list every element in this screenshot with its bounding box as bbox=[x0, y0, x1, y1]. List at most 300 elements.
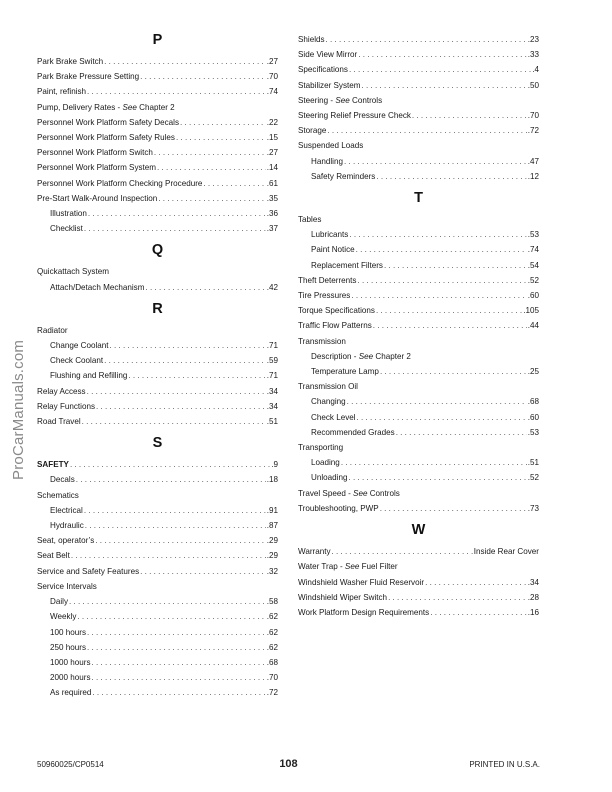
entry-label bbox=[298, 501, 379, 516]
entry-label bbox=[50, 206, 87, 221]
entry-label bbox=[298, 32, 325, 47]
index-entry[interactable] bbox=[298, 154, 539, 169]
index-entry bbox=[37, 323, 278, 338]
index-entry[interactable] bbox=[37, 548, 278, 563]
see-reference: See bbox=[122, 102, 137, 112]
page-reference[interactable]: .52 bbox=[527, 473, 539, 483]
entry-label bbox=[311, 242, 355, 257]
entry-label-text: As required bbox=[50, 688, 92, 698]
entry-label bbox=[37, 115, 179, 130]
leader-dots bbox=[77, 609, 265, 624]
page-reference[interactable]: .23 bbox=[527, 35, 539, 44]
page-reference[interactable]: .74 bbox=[527, 245, 539, 255]
page-reference[interactable]: .33 bbox=[527, 50, 539, 60]
entry-label-text: Check Coolant bbox=[50, 356, 104, 366]
see-target[interactable]: Chapter 2 bbox=[136, 102, 175, 112]
page-reference[interactable]: .34 bbox=[527, 577, 539, 587]
page-reference[interactable]: .44 bbox=[527, 321, 539, 331]
entry-label-text: Tire Pressures bbox=[298, 291, 351, 301]
entry-label bbox=[50, 221, 83, 236]
entry-label-text: Lubricants bbox=[311, 230, 349, 240]
index-entry[interactable] bbox=[298, 590, 539, 605]
entry-label-text: Pre-Start Walk-Around Inspection bbox=[37, 193, 158, 203]
leader-dots bbox=[357, 273, 526, 288]
index-entry[interactable] bbox=[37, 130, 278, 145]
page-reference[interactable]: .29 bbox=[266, 551, 278, 561]
page-reference[interactable]: .91 bbox=[266, 505, 278, 515]
index-entry[interactable] bbox=[37, 457, 278, 472]
page-reference[interactable]: .70 bbox=[527, 111, 539, 121]
index-entry[interactable] bbox=[37, 54, 278, 69]
entry-label bbox=[50, 353, 103, 368]
page-reference[interactable]: .50 bbox=[527, 80, 539, 90]
entry-label bbox=[298, 288, 350, 303]
index-entry[interactable] bbox=[298, 318, 539, 333]
entry-label bbox=[37, 69, 139, 84]
leader-dots bbox=[203, 176, 265, 191]
index-entry[interactable] bbox=[37, 564, 278, 579]
page-reference[interactable]: .34 bbox=[266, 401, 278, 411]
document-number: 50960025/CP0514 bbox=[37, 760, 104, 769]
page-reference[interactable]: .105 bbox=[523, 306, 539, 316]
leader-dots bbox=[85, 518, 266, 533]
leader-dots bbox=[356, 242, 527, 257]
entry-label bbox=[311, 364, 379, 379]
leader-dots bbox=[96, 399, 266, 414]
entry-label bbox=[50, 670, 91, 685]
leader-dots bbox=[104, 54, 266, 69]
leader-dots bbox=[128, 368, 265, 383]
entry-label bbox=[37, 264, 109, 279]
entry-label bbox=[311, 394, 346, 409]
entry-label bbox=[311, 227, 348, 242]
leader-dots bbox=[349, 227, 526, 242]
page-reference[interactable]: .60 bbox=[527, 291, 539, 301]
entry-label bbox=[298, 575, 424, 590]
entry-label-text: Loading bbox=[311, 458, 340, 468]
leader-dots bbox=[140, 564, 266, 579]
leader-dots bbox=[358, 47, 527, 62]
page-reference[interactable]: .32 bbox=[266, 566, 278, 576]
index-entry[interactable] bbox=[298, 273, 539, 288]
page-reference[interactable]: .60 bbox=[527, 412, 539, 422]
entry-label bbox=[298, 47, 357, 62]
index-entry bbox=[298, 379, 539, 394]
page-reference[interactable]: .58 bbox=[266, 597, 278, 607]
entry-label-text: Relay Access bbox=[37, 386, 86, 396]
leader-dots bbox=[69, 594, 266, 609]
see-target[interactable]: Controls bbox=[349, 95, 383, 105]
leader-dots bbox=[110, 338, 266, 353]
index-entry[interactable] bbox=[298, 455, 539, 470]
index-entry[interactable] bbox=[298, 169, 539, 184]
entry-label-text: Park Brake Switch bbox=[37, 57, 104, 66]
page-reference[interactable]: .51 bbox=[527, 458, 539, 468]
index-entry[interactable] bbox=[37, 353, 278, 368]
entry-label bbox=[50, 640, 86, 655]
index-entry[interactable] bbox=[37, 472, 278, 487]
leader-dots bbox=[92, 655, 266, 670]
index-entry[interactable] bbox=[37, 368, 278, 383]
entry-label-text: Transporting bbox=[298, 443, 344, 453]
index-entry[interactable] bbox=[298, 410, 539, 425]
page-reference[interactable]: .73 bbox=[527, 503, 539, 513]
entry-label bbox=[298, 486, 400, 501]
leader-dots bbox=[87, 384, 266, 399]
entry-label bbox=[311, 169, 375, 184]
page-reference[interactable]: .72 bbox=[266, 688, 278, 698]
page-reference[interactable]: .87 bbox=[266, 521, 278, 531]
index-entry[interactable] bbox=[37, 176, 278, 191]
page-reference[interactable]: .29 bbox=[266, 536, 278, 546]
page-reference[interactable]: .54 bbox=[527, 260, 539, 270]
leader-dots bbox=[327, 123, 526, 138]
index-entry[interactable] bbox=[37, 655, 278, 670]
watermark: ProCarManuals.com bbox=[10, 339, 27, 480]
index-entry[interactable] bbox=[298, 62, 539, 77]
page-reference[interactable]: .52 bbox=[527, 275, 539, 285]
page-reference[interactable]: .9 bbox=[271, 460, 278, 470]
entry-label-text: Park Brake Pressure Setting bbox=[37, 72, 140, 82]
page-reference[interactable]: .62 bbox=[266, 642, 278, 652]
entry-label-text: Seat, operator’s bbox=[37, 536, 95, 546]
page-reference[interactable]: .61 bbox=[266, 178, 278, 188]
page-reference[interactable]: .35 bbox=[266, 193, 278, 203]
index-entry[interactable] bbox=[37, 414, 278, 429]
leader-dots bbox=[180, 115, 266, 130]
entry-label-text: Water Trap - bbox=[298, 562, 345, 572]
entry-label-text: Pump, Delivery Rates - bbox=[37, 102, 123, 112]
entry-label bbox=[50, 280, 144, 295]
leader-dots bbox=[430, 605, 527, 620]
entry-label-text: Replacement Filters bbox=[311, 260, 383, 270]
leader-dots bbox=[344, 154, 527, 169]
page-reference[interactable]: .34 bbox=[266, 386, 278, 396]
entry-label bbox=[311, 455, 340, 470]
see-reference: See bbox=[344, 562, 360, 572]
page-reference[interactable]: .47 bbox=[527, 156, 539, 166]
index-entry[interactable] bbox=[37, 670, 278, 685]
page-reference[interactable]: .28 bbox=[527, 592, 539, 602]
page-reference[interactable]: .18 bbox=[266, 475, 278, 485]
index-entry[interactable] bbox=[298, 32, 539, 47]
entry-label-text: Personnel Work Platform Checking Procedure bbox=[37, 178, 203, 188]
leader-dots bbox=[84, 221, 266, 236]
index-entry[interactable] bbox=[37, 69, 278, 84]
entry-label-text: Flushing and Refilling bbox=[50, 371, 128, 381]
index-entry[interactable] bbox=[37, 221, 278, 236]
entry-label bbox=[37, 414, 81, 429]
page-reference[interactable]: .42 bbox=[266, 282, 278, 292]
index-entry[interactable] bbox=[298, 425, 539, 440]
page-reference[interactable]: .62 bbox=[266, 612, 278, 622]
entry-label bbox=[37, 399, 95, 414]
entry-label-text: Illustration bbox=[50, 209, 87, 219]
entry-label-text: Transmission Oil bbox=[298, 382, 358, 392]
index-entry[interactable] bbox=[37, 640, 278, 655]
entry-label-text: Change Coolant bbox=[50, 341, 109, 351]
page-reference[interactable]: .53 bbox=[527, 230, 539, 240]
index-entry[interactable] bbox=[37, 685, 278, 700]
leader-dots bbox=[380, 501, 527, 516]
index-entry[interactable] bbox=[37, 191, 278, 206]
entry-label-text: Road Travel bbox=[37, 417, 81, 427]
index-entry[interactable] bbox=[37, 338, 278, 353]
page-reference[interactable]: .53 bbox=[527, 427, 539, 437]
entry-label-text: Windshield Washer Fluid Reservoir bbox=[298, 577, 425, 587]
index-entry[interactable] bbox=[37, 145, 278, 160]
index-entry bbox=[298, 212, 539, 227]
entry-label-text: Steering Relief Pressure Check bbox=[298, 111, 411, 121]
entry-label-text: Service and Safety Features bbox=[37, 566, 140, 576]
page-reference[interactable]: .72 bbox=[527, 126, 539, 136]
printed-notice: PRINTED IN U.S.A. bbox=[469, 760, 540, 769]
page-reference[interactable]: .25 bbox=[527, 367, 539, 377]
page-reference[interactable]: .71 bbox=[266, 341, 278, 351]
entry-label-text: Paint Notice bbox=[311, 245, 355, 255]
section-letter-t: T bbox=[414, 190, 423, 207]
index-entry bbox=[298, 486, 539, 501]
index-entry[interactable] bbox=[298, 575, 539, 590]
entry-label bbox=[50, 625, 86, 640]
entry-label bbox=[298, 559, 398, 574]
leader-dots bbox=[82, 414, 266, 429]
entry-label bbox=[37, 533, 94, 548]
entry-label bbox=[298, 379, 358, 394]
entry-label-text: Attach/Detach Mechanism bbox=[50, 282, 145, 292]
leader-dots bbox=[157, 160, 266, 175]
index-entry bbox=[37, 264, 278, 279]
index-entry[interactable] bbox=[298, 394, 539, 409]
entry-label bbox=[311, 425, 395, 440]
entry-label-text: Personnel Work Platform System bbox=[37, 163, 157, 173]
entry-label bbox=[298, 138, 363, 153]
entry-label bbox=[37, 100, 175, 115]
entry-label bbox=[298, 440, 343, 455]
page-reference[interactable]: .15 bbox=[266, 133, 278, 143]
page-reference[interactable]: .62 bbox=[266, 627, 278, 637]
leader-dots bbox=[351, 288, 526, 303]
entry-label-text: Seat Belt bbox=[37, 551, 70, 561]
see-target[interactable]: Chapter 2 bbox=[373, 351, 411, 361]
entry-label-text: Temperature Lamp bbox=[311, 367, 379, 377]
index-entry bbox=[37, 100, 278, 115]
entry-label bbox=[311, 470, 347, 485]
page-reference[interactable]: .16 bbox=[527, 607, 539, 617]
page-reference[interactable]: .59 bbox=[266, 356, 278, 366]
page-reference[interactable]: .22 bbox=[266, 117, 278, 127]
leader-dots bbox=[373, 318, 527, 333]
index-entry[interactable] bbox=[298, 605, 539, 620]
index-entry bbox=[298, 138, 539, 153]
index-entry bbox=[298, 349, 539, 364]
entry-label bbox=[311, 154, 343, 169]
see-target[interactable]: Controls bbox=[367, 488, 400, 498]
page-reference[interactable]: Inside Rear Cover bbox=[473, 547, 539, 557]
entry-label bbox=[298, 544, 331, 559]
entry-label-text: SAFETY bbox=[37, 460, 69, 470]
leader-dots bbox=[357, 410, 527, 425]
entry-label-text: Travel Speed - bbox=[298, 488, 354, 498]
leader-dots bbox=[348, 470, 526, 485]
index-entry[interactable] bbox=[37, 160, 278, 175]
leader-dots bbox=[92, 685, 265, 700]
index-entry[interactable] bbox=[298, 258, 539, 273]
index-entry[interactable] bbox=[298, 364, 539, 379]
index-entry[interactable] bbox=[298, 288, 539, 303]
index-entry bbox=[298, 334, 539, 349]
entry-label bbox=[37, 176, 202, 191]
leader-dots bbox=[87, 625, 266, 640]
page-reference[interactable]: .71 bbox=[266, 371, 278, 381]
entry-label bbox=[37, 130, 175, 145]
index-entry[interactable] bbox=[37, 84, 278, 99]
index-entry bbox=[37, 488, 278, 503]
entry-label-text: Personnel Work Platform Safety Rules bbox=[37, 133, 175, 143]
page-reference[interactable]: .36 bbox=[266, 209, 278, 219]
entry-label bbox=[37, 84, 86, 99]
index-entry[interactable] bbox=[37, 399, 278, 414]
index-entry bbox=[298, 440, 539, 455]
entry-label bbox=[37, 191, 157, 206]
index-entry[interactable] bbox=[37, 206, 278, 221]
page-reference[interactable]: .70 bbox=[266, 72, 278, 82]
index-entry[interactable] bbox=[298, 47, 539, 62]
entry-label-text: 2000 hours bbox=[50, 673, 91, 683]
page-reference[interactable]: .37 bbox=[266, 224, 278, 234]
index-entry[interactable] bbox=[37, 625, 278, 640]
entry-label bbox=[37, 145, 153, 160]
page-reference[interactable]: .4 bbox=[532, 65, 539, 75]
index-column-left bbox=[37, 32, 278, 701]
index-entry[interactable] bbox=[298, 78, 539, 93]
entry-label-text: Relay Functions bbox=[37, 401, 96, 411]
index-entry bbox=[298, 559, 539, 574]
index-entry[interactable] bbox=[37, 384, 278, 399]
section-letter-w: W bbox=[411, 522, 426, 539]
entry-label bbox=[311, 349, 411, 364]
leader-dots bbox=[376, 303, 522, 318]
entry-label-text: Paint, refinish bbox=[37, 87, 87, 97]
section-letter-p: P bbox=[152, 32, 163, 48]
leader-dots bbox=[84, 503, 266, 518]
entry-label bbox=[311, 258, 383, 273]
page-reference[interactable]: .70 bbox=[266, 673, 278, 683]
index-column-right bbox=[298, 32, 539, 620]
entry-label bbox=[50, 609, 76, 624]
leader-dots bbox=[145, 280, 265, 295]
index-entry[interactable] bbox=[298, 227, 539, 242]
page-reference[interactable]: .51 bbox=[266, 417, 278, 427]
entry-label bbox=[298, 303, 375, 318]
entry-label bbox=[50, 655, 91, 670]
page-reference[interactable]: .68 bbox=[266, 657, 278, 667]
entry-label bbox=[298, 108, 411, 123]
entry-label bbox=[37, 54, 103, 69]
index-entry bbox=[37, 579, 278, 594]
entry-label bbox=[37, 488, 79, 503]
entry-label-text: Electrical bbox=[50, 505, 83, 515]
index-entry[interactable] bbox=[298, 242, 539, 257]
leader-dots bbox=[376, 169, 526, 184]
entry-label-text: Checklist bbox=[50, 224, 83, 234]
entry-label bbox=[50, 685, 91, 700]
entry-label-text: Work Platform Design Requirements bbox=[298, 607, 430, 617]
index-entry[interactable] bbox=[298, 108, 539, 123]
entry-label-text: Description - bbox=[311, 351, 359, 361]
entry-label-text: Stabilizer System bbox=[298, 80, 361, 90]
entry-label-text: Weekly bbox=[50, 612, 77, 622]
entry-label-text: Theft Deterrents bbox=[298, 275, 357, 285]
index-entry[interactable] bbox=[37, 518, 278, 533]
entry-label bbox=[298, 334, 346, 349]
entry-label-text: Hydraulic bbox=[50, 521, 84, 531]
see-reference: See bbox=[358, 351, 374, 361]
page-reference[interactable]: .74 bbox=[266, 87, 278, 97]
entry-label-text: Personnel Work Platform Safety Decals bbox=[37, 117, 179, 127]
entry-label-text: Changing bbox=[311, 397, 346, 407]
index-entry[interactable] bbox=[37, 533, 278, 548]
index-entry[interactable] bbox=[298, 303, 539, 318]
entry-label bbox=[298, 318, 372, 333]
entry-label bbox=[298, 590, 387, 605]
entry-label-text: Shields bbox=[298, 35, 325, 44]
index-entry[interactable] bbox=[298, 123, 539, 138]
entry-label bbox=[50, 338, 109, 353]
entry-label-text: Windshield Wiper Switch bbox=[298, 592, 388, 602]
entry-label bbox=[50, 594, 68, 609]
page-reference[interactable]: .27 bbox=[266, 148, 278, 158]
entry-label bbox=[311, 410, 356, 425]
leader-dots bbox=[71, 548, 266, 563]
index-entry[interactable] bbox=[37, 115, 278, 130]
leader-dots bbox=[332, 544, 473, 559]
index-entry[interactable] bbox=[298, 544, 539, 559]
entry-label-text: Torque Specifications bbox=[298, 306, 375, 316]
entry-label-text: Personnel Work Platform Switch bbox=[37, 148, 153, 158]
index-entry[interactable] bbox=[298, 470, 539, 485]
index-entry[interactable] bbox=[37, 609, 278, 624]
see-target[interactable]: Fuel Filter bbox=[359, 562, 398, 572]
index-entry[interactable] bbox=[37, 503, 278, 518]
entry-label-text: Quickattach System bbox=[37, 267, 109, 277]
entry-label-text: Troubleshooting, PWP bbox=[298, 503, 379, 513]
entry-label-text: Specifications bbox=[298, 65, 348, 75]
entry-label bbox=[50, 518, 84, 533]
page-reference[interactable]: .14 bbox=[266, 163, 278, 173]
entry-label bbox=[298, 605, 429, 620]
index-entry[interactable] bbox=[298, 501, 539, 516]
entry-label-text: Service Intervals bbox=[37, 581, 97, 591]
leader-dots bbox=[92, 670, 266, 685]
entry-label bbox=[37, 579, 97, 594]
index-entry[interactable] bbox=[37, 280, 278, 295]
entry-label bbox=[50, 472, 75, 487]
section-letter-q: Q bbox=[151, 242, 164, 259]
entry-label-text: Radiator bbox=[37, 325, 68, 335]
section-letter-s: S bbox=[152, 435, 163, 452]
leader-dots bbox=[88, 206, 266, 221]
leader-dots bbox=[349, 62, 531, 77]
page-reference[interactable]: .68 bbox=[527, 397, 539, 407]
page-reference[interactable]: .27 bbox=[266, 57, 278, 66]
page-reference[interactable]: .12 bbox=[527, 171, 539, 181]
leader-dots bbox=[104, 353, 266, 368]
index-entry[interactable] bbox=[37, 594, 278, 609]
page-number: 108 bbox=[279, 758, 298, 770]
leader-dots bbox=[396, 425, 527, 440]
entry-label bbox=[298, 273, 356, 288]
